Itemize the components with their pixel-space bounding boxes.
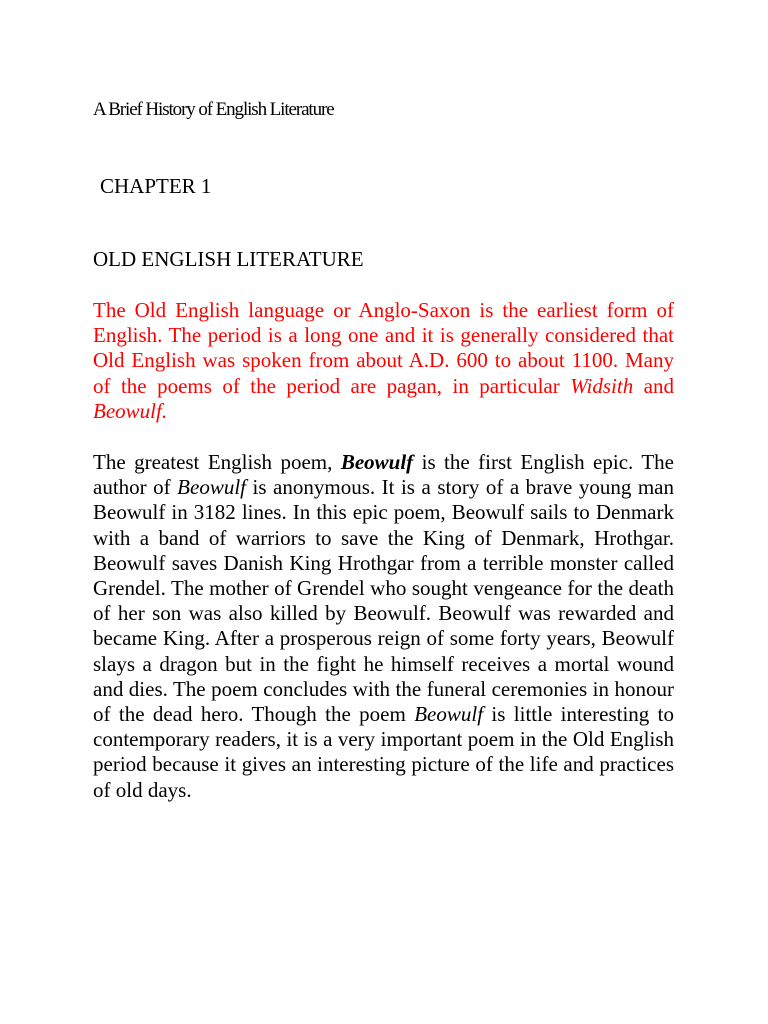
beowulf-text-1: The greatest English poem, bbox=[93, 450, 341, 474]
beowulf-italic-title-1: Beowulf bbox=[177, 475, 246, 500]
beowulf-text-4: is little interesting to contemporary readers, it is a very important poem in the Old English period because it gives an interesting picture of the life and practices of old days. bbox=[93, 702, 674, 802]
intro-text-2: and bbox=[633, 373, 674, 398]
document-title: A Brief History of English Literature bbox=[93, 99, 334, 120]
beowulf-text-2: is the first English epic. The author of bbox=[93, 450, 674, 500]
intro-text-1: The Old English language or Anglo-Saxon is the earliest form of English. The period is a long one and it is generally considered that Old English was spoken from about A.D. 600 to about 1100. Many of the poems of the period are pagan, in particular bbox=[93, 298, 674, 398]
beowulf-paragraph bbox=[93, 450, 674, 803]
beowulf-italic-title-2: Beowulf bbox=[414, 702, 484, 727]
beowulf-bold-italic-title: Beowulf bbox=[340, 450, 414, 474]
intro-italic-beowulf: Beowulf. bbox=[93, 398, 168, 423]
chapter-heading: CHAPTER 1 bbox=[100, 174, 212, 198]
section-heading: OLD ENGLISH LITERATURE bbox=[93, 247, 364, 271]
intro-italic-widsith: Widsith bbox=[570, 373, 634, 398]
beowulf-text-3: is anonymous. It is a story of a brave young man Beowulf in 3182 lines. In this epic poem, Beowulf sails to Denmark with a band of warriors to save the King of Denmark, Hrothgar. Beowulf saves Danish King Hrothgar from a terrible monster called Grendel. The mother of Grendel who sought vengeance for the death of her son was also killed by Beowulf. Beowulf was rewarded and became King. After a prosperous reign of some forty years, Beowulf slays a dragon but in the fight he himself receives a mortal wound and dies. The poem concludes with the funeral ceremonies in honour of the dead hero. Though the poem bbox=[93, 475, 674, 727]
intro-paragraph bbox=[93, 298, 674, 424]
